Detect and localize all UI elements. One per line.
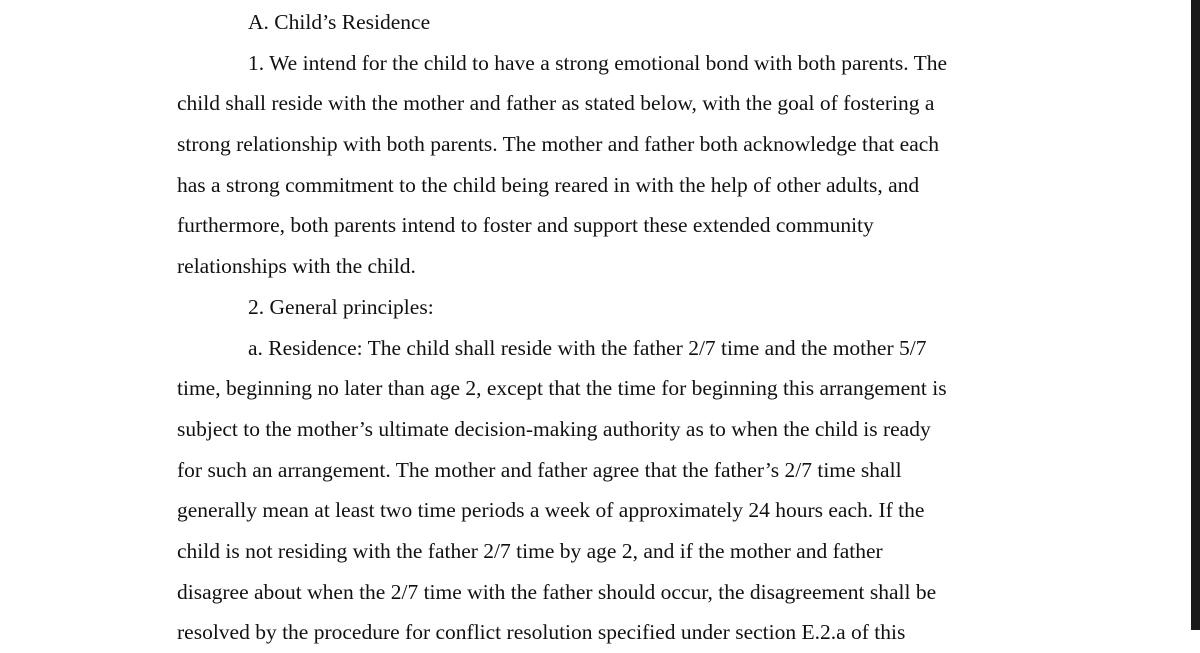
- paragraph-a-line: time, beginning no later than age 2, except that the time for beginning this arrangement is: [177, 376, 947, 401]
- paragraph-a-line: a. Residence: The child shall reside with the father 2/7 time and the mother 5/7: [248, 335, 927, 360]
- paragraph-a-line: for such an arrangement. The mother and father agree that the father’s 2/7 time shall: [177, 457, 902, 482]
- page-edge-border: [1191, 0, 1200, 630]
- paragraph-a-line: disagree about when the 2/7 time with the father should occur, the disagreement shall be: [177, 579, 937, 604]
- paragraph-a-line: resolved by the procedure for conflict resolution specified under section E.2.a of this: [177, 620, 906, 645]
- subsection-heading: 2. General principles:: [248, 294, 434, 319]
- paragraph-1-line: strong relationship with both parents. The mother and father both acknowledge that each: [177, 132, 940, 157]
- document-body: [177, 2, 1037, 653]
- section-heading: A. Child’s Residence: [248, 10, 431, 34]
- paragraph-1-line: 1. We intend for the child to have a strong emotional bond with both parents. The: [248, 50, 948, 75]
- paragraph-1-line: furthermore, both parents intend to foster and support these extended community: [177, 213, 874, 238]
- paragraph-a-line: child is not residing with the father 2/7 time by age 2, and if the mother and father: [177, 538, 883, 563]
- paragraph-a-line: subject to the mother’s ultimate decision-making authority as to when the child is ready: [177, 416, 931, 441]
- paragraph-1-line: has a strong commitment to the child being reared in with the help of other adults, and: [177, 172, 920, 197]
- paragraph-a-line: generally mean at least two time periods a week of approximately 24 hours each. If the: [177, 498, 925, 523]
- paragraph-1-line: child shall reside with the mother and father as stated below, with the goal of fostering a: [177, 91, 935, 116]
- paragraph-1-line: relationships with the child.: [177, 254, 416, 279]
